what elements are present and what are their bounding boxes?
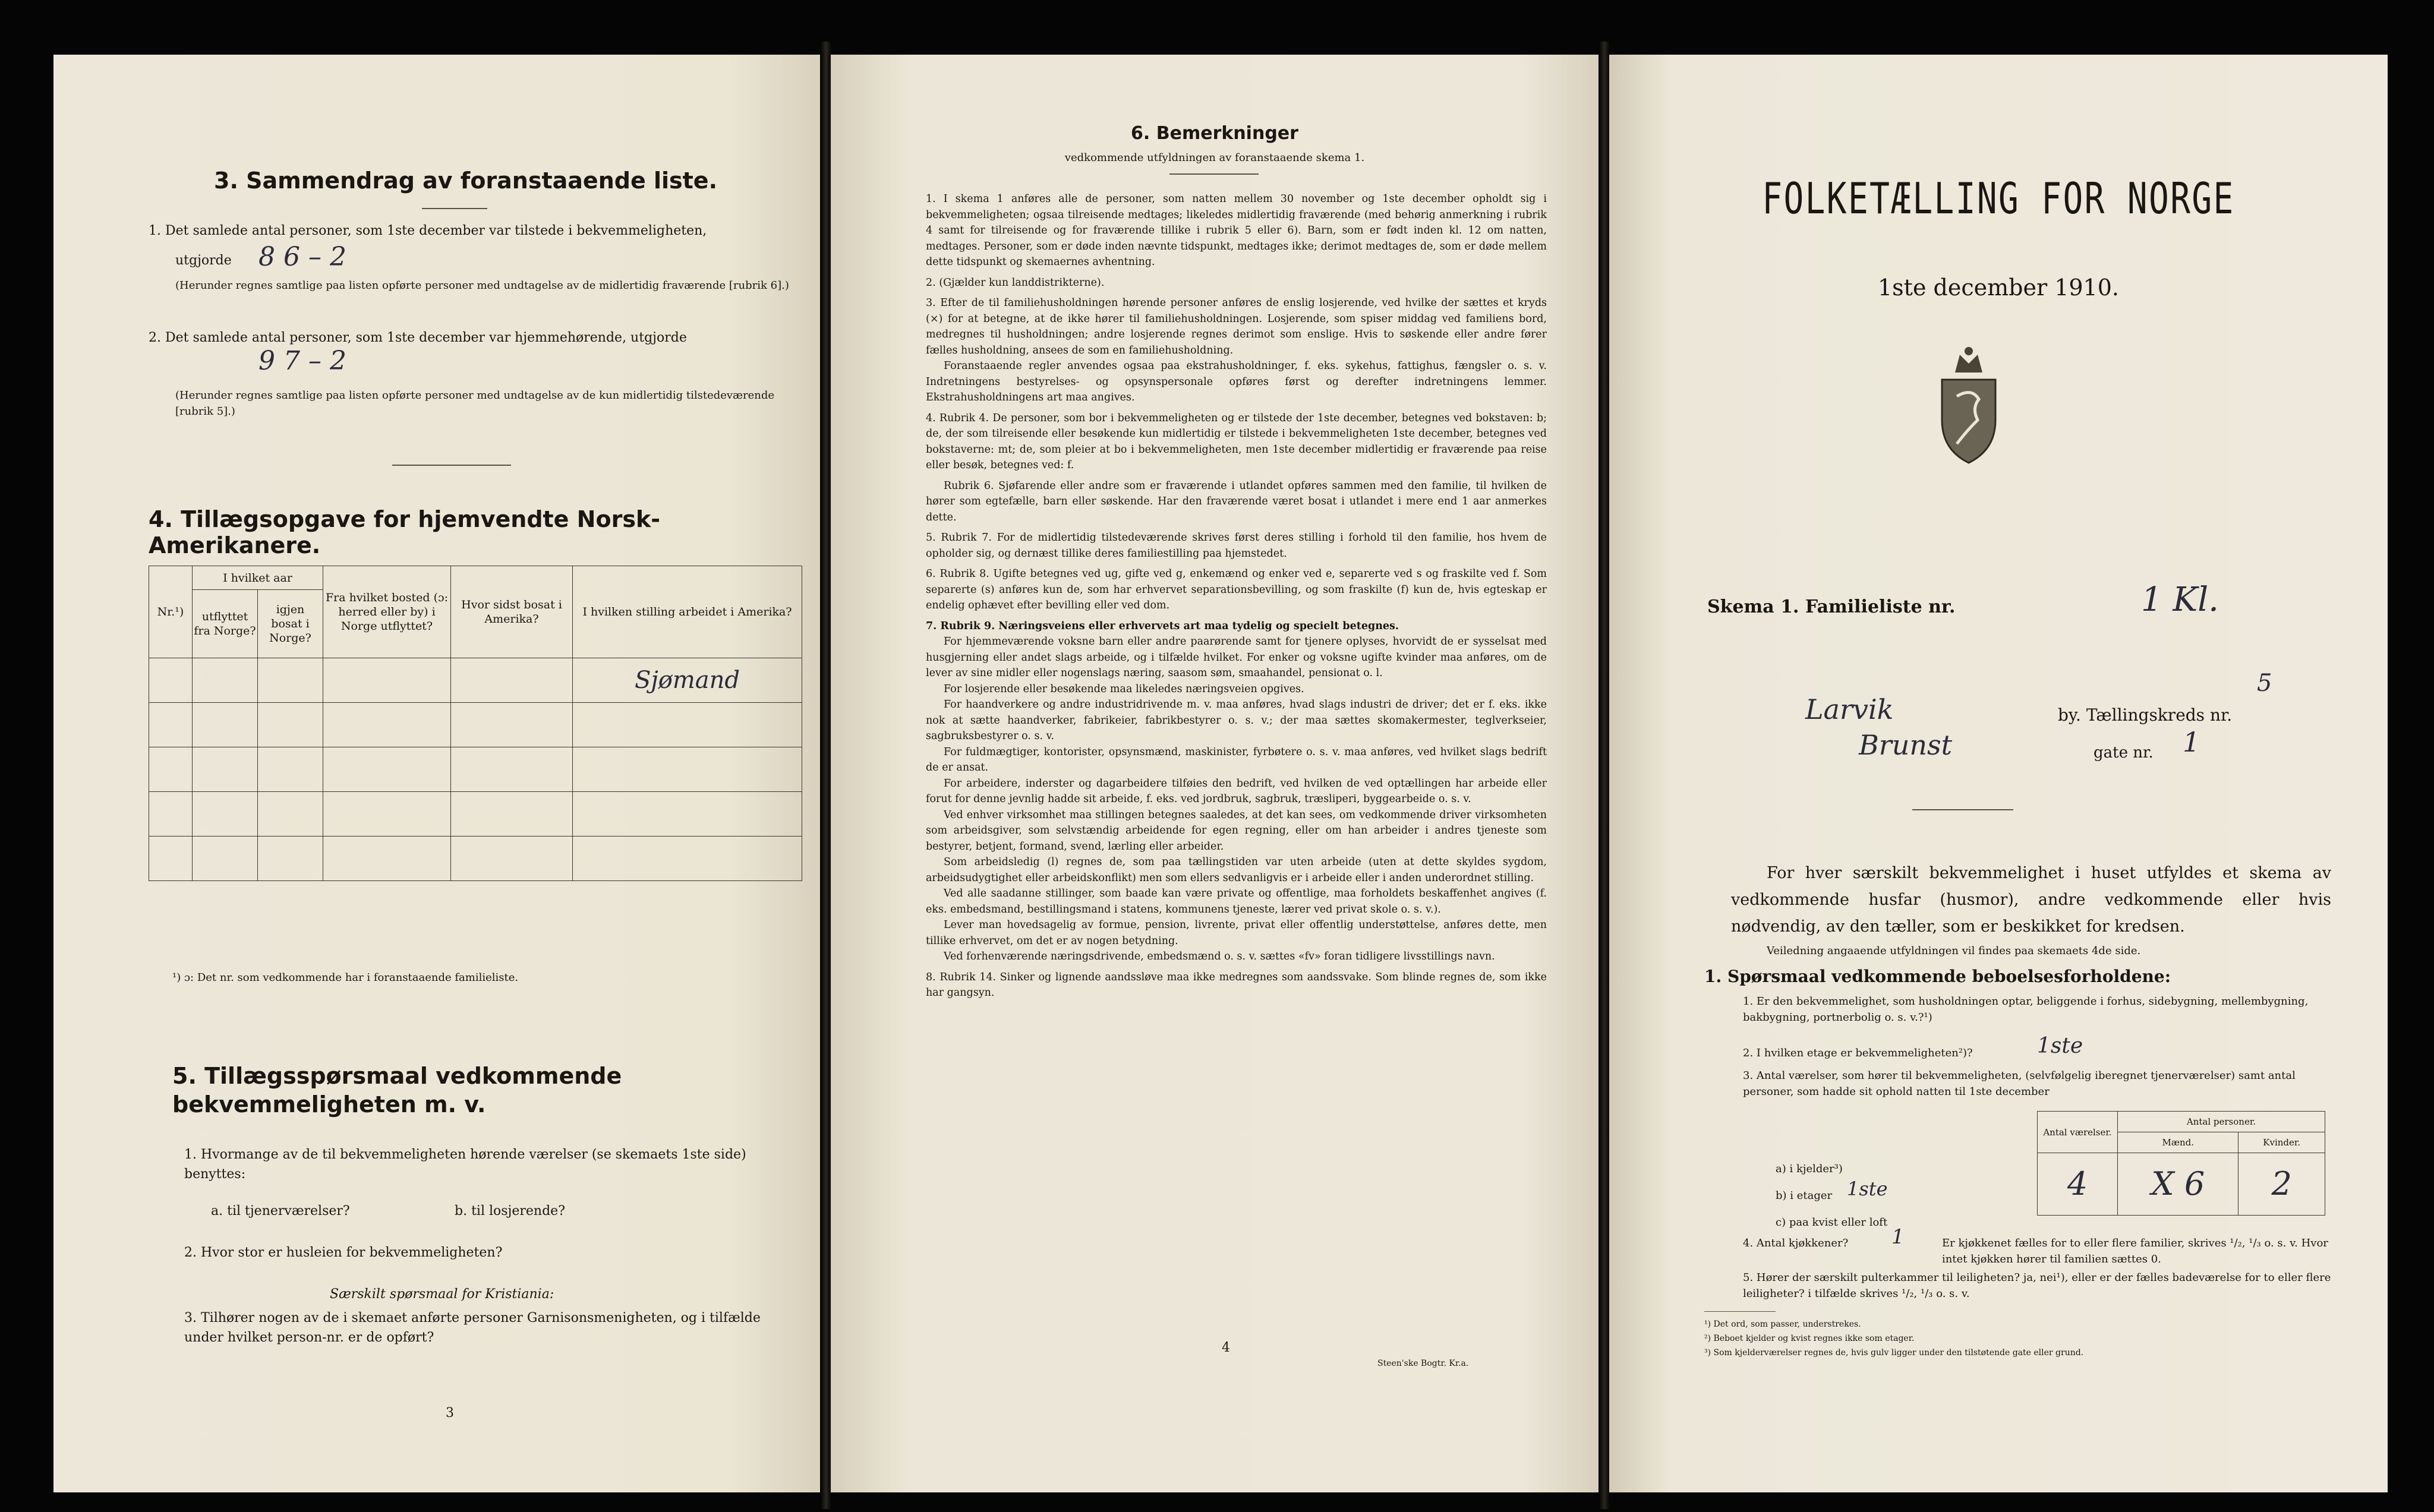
section-5-title: 5. Tillægsspørsmaal vedkommende bekvemmeligheten m. v.	[172, 1063, 622, 1118]
remark-7g: Som arbeidsledig (l) regnes de, som paa tællingstiden var uten arbeide (uten at dette skyldes sygdom, arbeidsudygtighet eller arbeidskonflikt) men som ellers sedvanligvis er i arbeide eller i anden underordnet stilling.	[926, 856, 1547, 884]
fold	[1599, 42, 1610, 1509]
page-number: 4	[1222, 1340, 1230, 1355]
sec3-item1-label: utgjorde	[175, 253, 232, 268]
remark-7: 7. Rubrik 9. Næringsveiens eller erhvervets art maa tydelig og specielt betegnes.	[926, 620, 1399, 632]
divider	[1704, 1311, 1776, 1312]
handwriting-count-2: 9 7 – 2	[258, 346, 346, 376]
norsk-amerikanere-table	[149, 566, 802, 881]
rooms-value: 4	[2038, 1153, 2118, 1216]
remarks-subtitle: vedkommende utfyldningen av foranstaaende skema 1.	[1064, 151, 1365, 164]
rooms-persons-table	[2037, 1111, 2325, 1216]
remark-7i: Lever man hovedsagelig av formue, pension, livrente, privat eller offentlig understøttelse, anføres dette, men tillike erhvervet, om det er av nogen betydning.	[926, 919, 1547, 947]
question-5: 5. Hører der særskilt pulterkammer til leiligheten? ja, nei¹), eller er der fælles badeværelse for to eller flere leiligheter? i tilfælde skrives ¹/₂, ¹/₃ o. s. v.	[1743, 1271, 2331, 1300]
city-hand: Larvik	[1805, 693, 1894, 725]
col-america: Hvor sidst bosat i Amerika?	[451, 566, 573, 658]
remark-7d: For fuldmægtiger, kontorister, opsynsmænd, maskinister, fyrbøtere o. s. v. maa anføres, ved hvilket slags bedrift de er ansat.	[926, 746, 1547, 774]
women-value: 2	[2238, 1153, 2325, 1216]
intro-text: For hver særskilt bekvemmelighet i huset utfyldes et skema av vedkommende husfar (husmor), andre vedkommende eller hvis nødvendig, av den tæller, som er beskikket for kredsen.	[1731, 864, 2331, 936]
handwriting-count-1: 8 6 – 2	[258, 242, 346, 272]
left-page	[53, 55, 820, 1492]
printer-mark: Steen'ske Bogtr. Kr.a.	[1377, 1359, 1469, 1368]
remarks-title: 6. Bemerkninger	[1131, 123, 1298, 144]
question-2: 2. I hvilken etage er bekvemmeligheten²)?	[1743, 1047, 1973, 1059]
question-4-hand: 1	[1891, 1225, 1905, 1249]
skema-hand: 1 Kl.	[2141, 580, 2219, 619]
remark-3: 3. Efter de til familiehusholdningen hørende personer anføres de enslig losjerende, ved hvilke der sættes et kryds (×) for at betegne, at de ikke hører til familiehusholdningen. Losjerende, som spiser middag ved familiens bord, medregnes til husholdningen; andre losjerende regnes derimot som enslige. Hvis to søskende eller andre fører fælles husholdning, ansees de som en familiehusholdning.	[926, 297, 1547, 356]
remark-7c: For haandverkere og andre industridrivende m. v. maa anføres, hvad slags industri de driver; det er f. eks. ikke nok at sætte haandverker, fabrikeier, fabrikbestyrer o. s. v.; der maa sættes skomakermester, teglverkseier, sagbruksbestyrer o. s. v.	[926, 699, 1547, 742]
table-footnote: ¹) ɔ: Det nr. som vedkommende har i foranstaaende familieliste.	[172, 971, 519, 984]
guidance-text: Veiledning angaaende utfyldningen vil findes paa skemaets 4de side.	[1767, 945, 2141, 957]
remark-3b: Foranstaaende regler anvendes ogsaa paa ekstrahusholdninger, f. eks. sykehus, fattighus, fængsler o. s. v. Indretningens bestyrelses- og opsynspersonale opføres først og derefter indretningens lemmer. Ekstrahusholdningens art maa angives.	[926, 360, 1547, 403]
remark-4b: Rubrik 6. Sjøfarende eller andre som er fraværende i utlandet opføres sammen med den familie, til hvilken de hører som egtefælle, barn eller søskende. Har den fraværende været bosat i utlandet i mere end 1 aar anmerkes dette.	[926, 479, 1547, 523]
sec3-item1-note: (Herunder regnes samtlige paa listen opførte personer med undtagelse av de midlertidig fraværende [rubrik 6].)	[175, 279, 789, 292]
question-4-rest: Er kjøkkenet fælles for to eller flere familier, skrives ¹/₂, ¹/₃ o. s. v. Hvor intet kjøkken hører til familien sættes 0.	[1942, 1237, 2328, 1265]
street-hand: Brunst	[1859, 729, 1953, 761]
col-nr: Nr.¹)	[149, 566, 193, 658]
question-2-hand: 1ste	[2037, 1034, 2083, 1058]
col-year-group: I hvilket aar	[193, 566, 323, 590]
coat-of-arms-icon	[1930, 343, 2007, 468]
sec5-q1: 1. Hvormange av de til bekvemmeligheten hørende værelser (se skemaets 1ste side) benyttes:	[184, 1147, 746, 1182]
remark-7b: For losjerende eller besøkende maa likeledes næringsveien opgives.	[944, 683, 1304, 695]
remark-6: 6. Rubrik 8. Ugifte betegnes ved ug, gifte ved g, enkemænd og enker ved e, separerte ved s og fraskilte ved f. Som separerte (s) anføres kun de, som har erhvervet separationsbevilling, og som fraskilte (f) kun de, hvis egteskap er endelig ophævet efter bevilling eller ved dom.	[926, 568, 1547, 611]
kreds-hand: 5	[2257, 670, 2272, 697]
col-persons: Antal personer.	[2118, 1112, 2325, 1132]
question-1: 1. Er den bekvemmelighet, som husholdningen optar, beliggende i forhus, sidebygning, mellembygning, bakbygning, portnerbolig o. s. v.?¹)	[1743, 995, 2309, 1024]
right-page	[1609, 55, 2388, 1492]
table-hand-entry: Sjømand	[573, 658, 802, 703]
row-floors: b) i etager	[1776, 1189, 1833, 1202]
remark-7h: Ved alle saadanne stillinger, som baade kan være private og offentlige, maa forholdets beskaffenhet angives (f. eks. embedsmand, bestillingsmand i statens, kommunens tjeneste, lærer ved privat skole o. s. v.).	[926, 888, 1547, 916]
remark-5: 5. Rubrik 7. For de midlertidig tilstedeværende skrives først deres stilling i forhold til den familie, hos hvem de opholder sig, og dernæst tillike deres familiestilling paa hjemstedet.	[926, 532, 1547, 560]
sec5-q3: 3. Tilhører nogen av de i skemaet anførte personer Garnisonsmenigheten, og i tilfælde under hvilket person-nr. er de opført?	[184, 1311, 761, 1345]
footnotes	[1704, 1317, 2083, 1360]
footnote-1: ¹) Det ord, som passer, understrekes.	[1704, 1320, 1861, 1329]
street-label: gate nr.	[2094, 744, 2154, 762]
footnote-3: ³) Som kjelderværelser regnes de, hvis gulv ligger under den tilstøtende gate eller grund.	[1704, 1348, 2084, 1358]
sec5-q2: 2. Hvor stor er husleien for bekvemmeligheten?	[184, 1245, 503, 1260]
col-from: Fra hvilket bosted (ɔ: herred eller by) i Norge utflyttet?	[323, 566, 451, 658]
questions-title: 1. Spørsmaal vedkommende beboelsesforholdene:	[1704, 967, 2171, 986]
col-men: Mænd.	[2118, 1132, 2238, 1153]
page-number: 3	[446, 1406, 454, 1421]
sec3-item2-note: (Herunder regnes samtlige paa listen opførte personer med undtagelse av de kun midlertidig tilstedeværende [rubrik 5].)	[175, 389, 775, 418]
row-floors-hand: 1ste	[1847, 1178, 1888, 1200]
middle-page	[831, 55, 1599, 1492]
divider	[392, 465, 511, 466]
remarks-body	[926, 191, 1547, 1001]
divider	[1169, 173, 1259, 175]
divider	[422, 208, 487, 209]
row-attic: c) paa kvist eller loft	[1776, 1216, 1888, 1229]
col-position: I hvilken stilling arbeidet i Amerika?	[573, 566, 802, 658]
sec5-special: Særskilt spørsmaal for Kristiania:	[330, 1287, 554, 1302]
remark-8: 8. Rubrik 14. Sinker og lignende aandssløve maa ikke medregnes som aandssvake. Som blinde regnes de, som ikke har gangsyn.	[926, 971, 1547, 999]
section-4-title: 4. Tillægsopgave for hjemvendte Norsk-Amerikanere.	[149, 506, 660, 558]
remark-1: 1. I skema 1 anføres alle de personer, som natten mellem 30 november og 1ste december opholdt sig i bekvemmeligheten; ogsaa tilreisende medtages; likeledes midlertidig fraværende (med behørig anmerkning i rubrik 4 samt for tilreisende og for fraværende tillike i rubrik 5 eller 6). Barn, som er født inden kl. 12 om natten, medtages. Personer, som er døde inden nævnte tidspunkt, medtages ikke; derimot medtages de, som er døde mellem dette tidspunkt og skemaernes avhentning.	[926, 193, 1547, 268]
divider	[1912, 809, 2013, 810]
row-cellar: a) i kjelder³)	[1776, 1163, 1843, 1175]
footnote-2: ²) Beboet kjelder og kvist regnes ikke som etager.	[1704, 1334, 1915, 1343]
men-value: X 6	[2118, 1153, 2238, 1216]
city-label: by. Tællingskreds nr.	[2058, 705, 2233, 725]
col-women: Kvinder.	[2238, 1132, 2325, 1153]
census-date: 1ste december 1910.	[1878, 274, 2119, 301]
remark-4: 4. Rubrik 4. De personer, som bor i bekvemmeligheten og er tilstede der 1ste december, betegnes ved bokstaven: b; de, der som tilreisende eller besøkende kun midlertidig er tilstede i bekvemmeligheten 1ste december, betegnes ved bokstaverne: mt; de, som pleier at bo i bekvemmeligheten, men 1ste december midlertidig er fraværende paa reise eller besøk, betegnes ved: f.	[926, 412, 1547, 471]
question-3: 3. Antal værelser, som hører til bekvemmeligheten, (selvfølgelig iberegnet tjenerværelser) samt antal personer, som hadde sit ophold natten til 1ste december	[1743, 1069, 2296, 1098]
col-rooms: Antal værelser.	[2038, 1112, 2118, 1153]
remark-7f: Ved enhver virksomhet maa stillingen betegnes saaledes, at det kan sees, om vedkommende driver virksomheten som arbeidsgiver, som selvstændig arbeidende for egen regning, eller om han arbeider i andres tjeneste som bestyrer, betjent, formand, svend, lærling eller arbeider.	[926, 809, 1547, 853]
sec5-q1a: a. til tjenerværelser?	[211, 1204, 350, 1219]
sec3-item2: 2. Det samlede antal personer, som 1ste december var hjemmehørende, utgjorde	[149, 330, 687, 345]
remark-7e: For arbeidere, inderster og dagarbeidere tilføies den bedrift, ved hvilken de ved optællingen har arbeide eller forut for denne jevnlig hadde sit arbeide, f. eks. ved jordbruk, sagbruk, træsliperi, byggearbeide o. s. v.	[926, 777, 1547, 805]
street-no-hand: 1	[2183, 726, 2200, 758]
question-4: 4. Antal kjøkkener?	[1743, 1237, 1849, 1249]
census-title: FOLKETÆLLING FOR NORGE	[1762, 173, 2235, 223]
section-3-title: 3. Sammendrag av foranstaaende liste.	[214, 168, 718, 194]
fold	[820, 42, 832, 1509]
col-emigrated: utflyttet fra Norge?	[193, 590, 258, 658]
remark-7a: For hjemmeværende voksne barn eller andre paarørende samt for tjenere oplyses, hvorvidt de er sysselsat med husgjerning eller andet slags arbeide, og i tilfælde hvilket. For enker og voksne ugifte kvinder maa anføres, om de lever av sine midler eller nogenslags næring, saasom søm, smaahandel, pensionat o. l.	[926, 636, 1547, 679]
sec5-q1b: b. til losjerende?	[455, 1204, 565, 1219]
sec3-item1: 1. Det samlede antal personer, som 1ste december var tilstede i bekvemmeligheten,	[149, 223, 707, 238]
skema-label: Skema 1. Familieliste nr.	[1707, 596, 1956, 617]
remark-2: 2. (Gjælder kun landdistrikterne).	[926, 276, 1105, 289]
remark-7j: Ved forhenværende næringsdrivende, embedsmænd o. s. v. sættes «fv» foran tidligere livsstillings navn.	[944, 951, 1495, 962]
col-returned: igjen bosat i Norge?	[258, 590, 323, 658]
